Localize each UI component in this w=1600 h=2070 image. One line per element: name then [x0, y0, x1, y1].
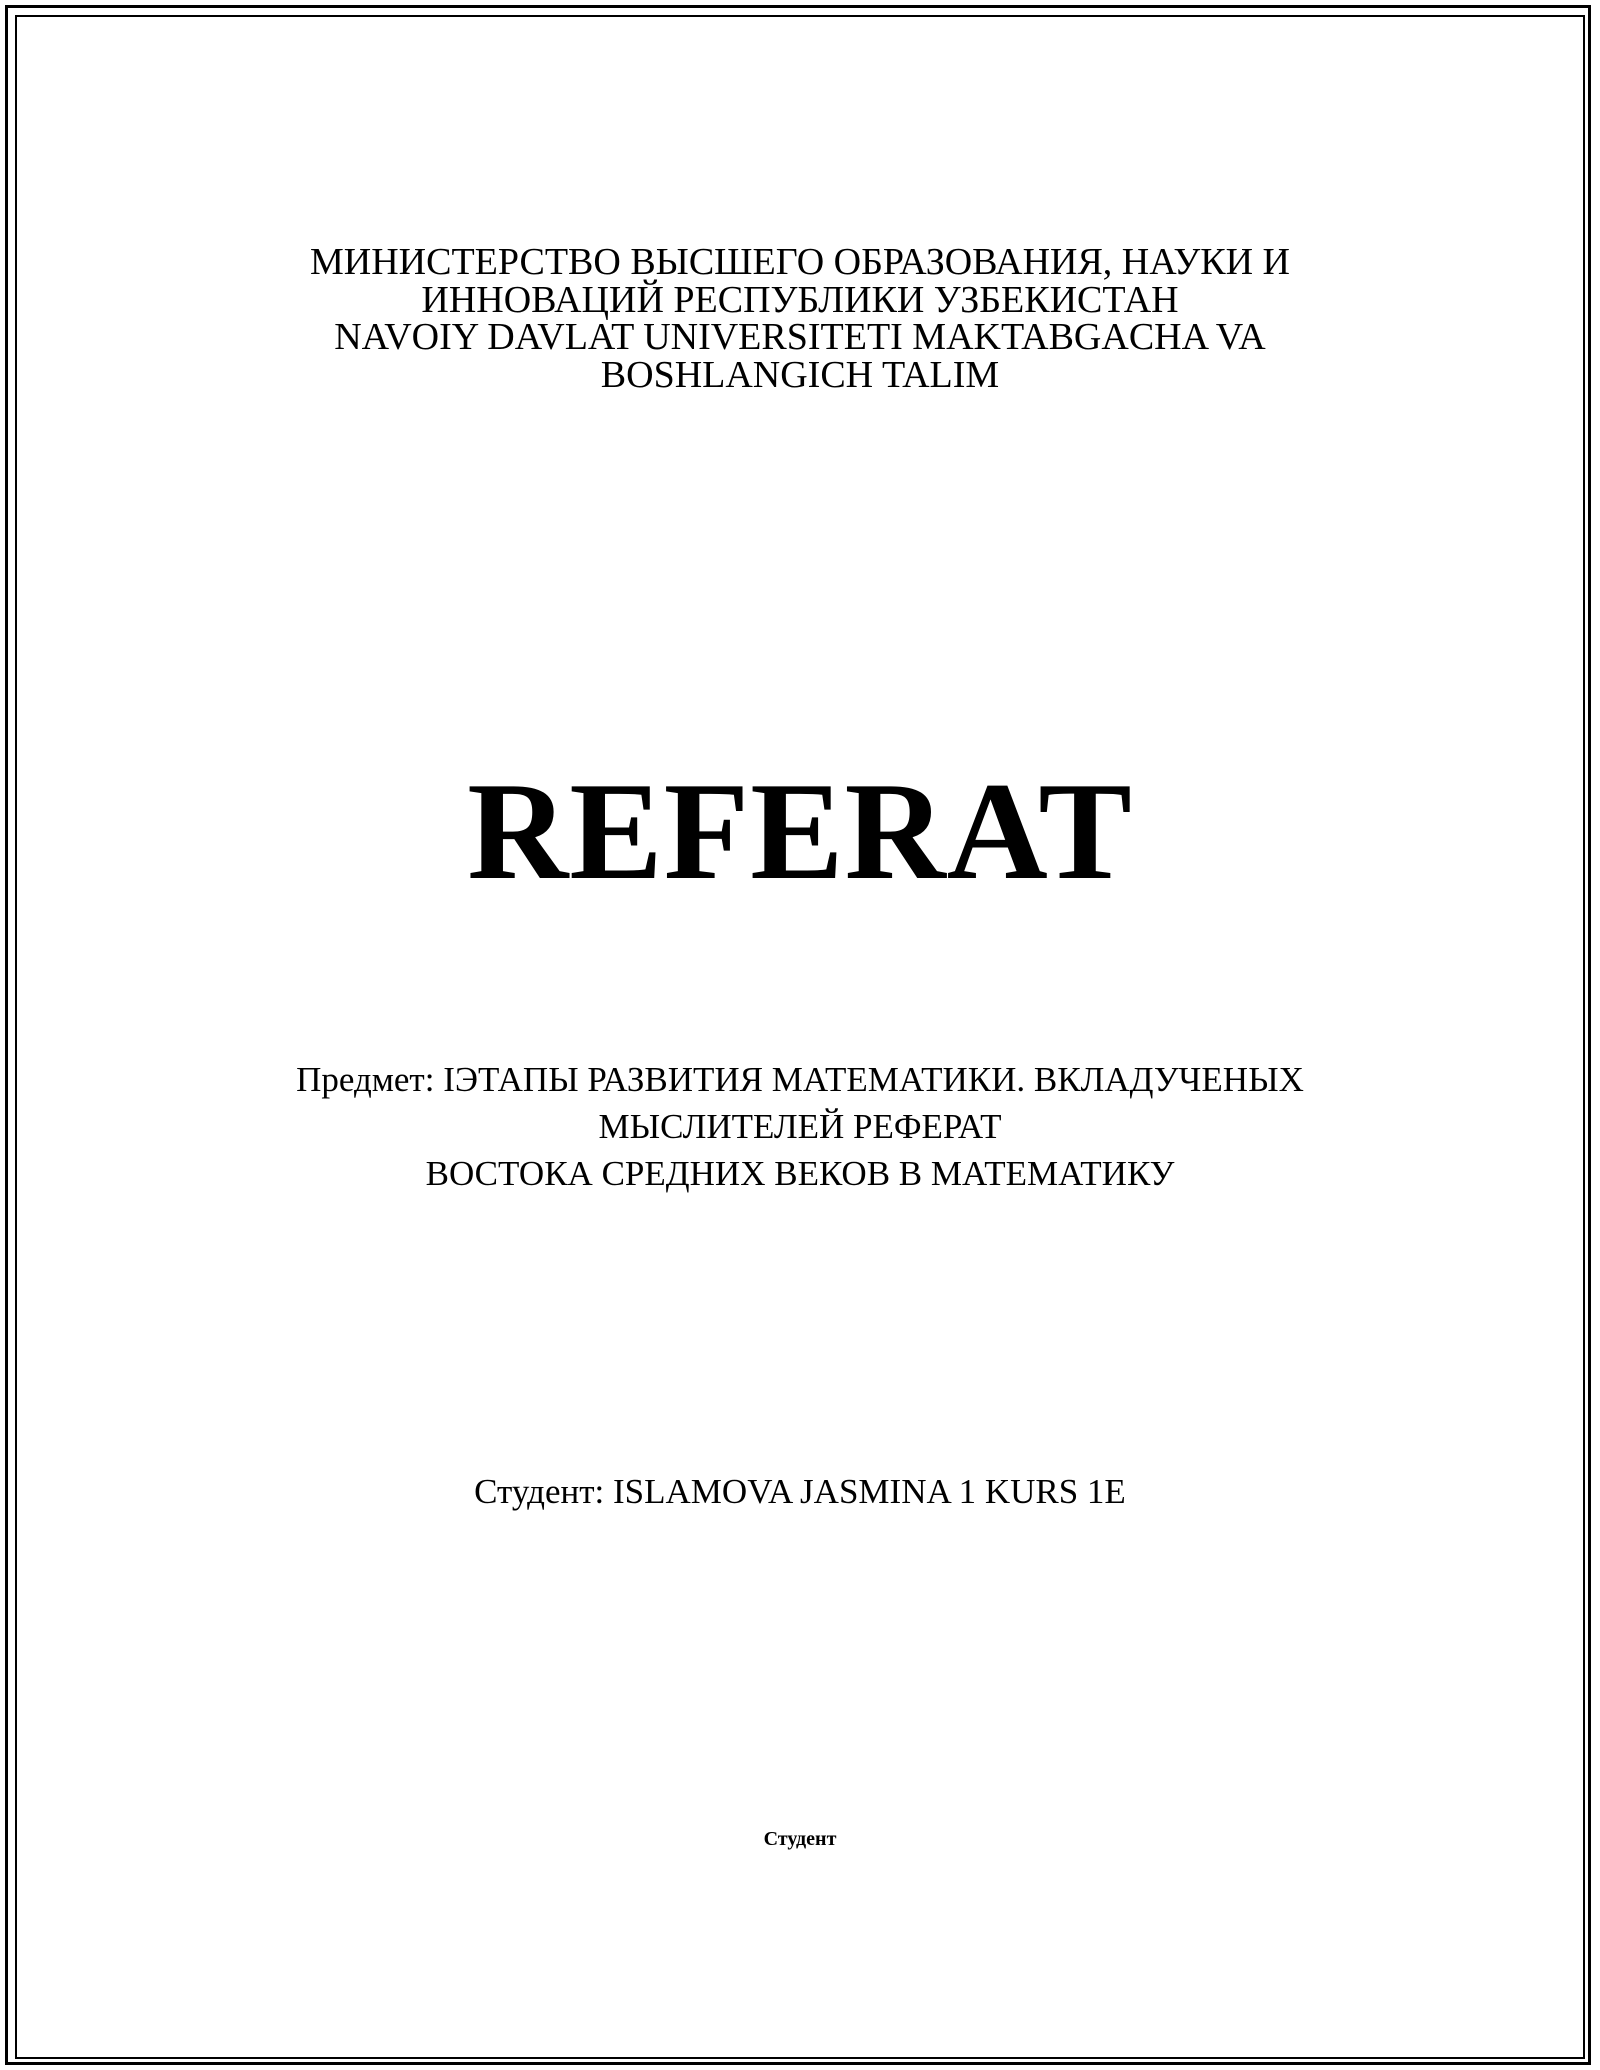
- institution-header: [0, 241, 1600, 396]
- subject-line: Предмет: IЭТАПЫ РАЗВИТИЯ МАТЕМАТИКИ. ВКЛАДУЧЕНЫХ: [296, 1060, 1304, 1099]
- header-line: ИННОВАЦИЙ РЕСПУБЛИКИ УЗБЕКИСТАН: [421, 278, 1179, 321]
- header-line: МИНИСТЕРСТВО ВЫСШЕГО ОБРАЗОВАНИЯ, НАУКИ И: [310, 241, 1290, 283]
- subject-line: МЫСЛИТЕЛЕЙ РЕФЕРАТ: [598, 1107, 1002, 1146]
- footer-label: Студент: [763, 1828, 837, 1850]
- subject-line: ВОСТОКА СРЕДНИХ ВЕКОВ В МАТЕМАТИКУ: [425, 1154, 1175, 1193]
- student-info: Студент: ISLAMOVA JASMINA 1 KURS 1E: [474, 1472, 1126, 1511]
- header-line: BOSHLANGICH TALIM: [600, 353, 1000, 396]
- subject-block: [0, 1056, 1600, 1197]
- document-title: REFERAT: [467, 754, 1133, 909]
- header-line: NAVOIY DAVLAT UNIVERSITETI MAKTABGACHA VA: [334, 316, 1266, 358]
